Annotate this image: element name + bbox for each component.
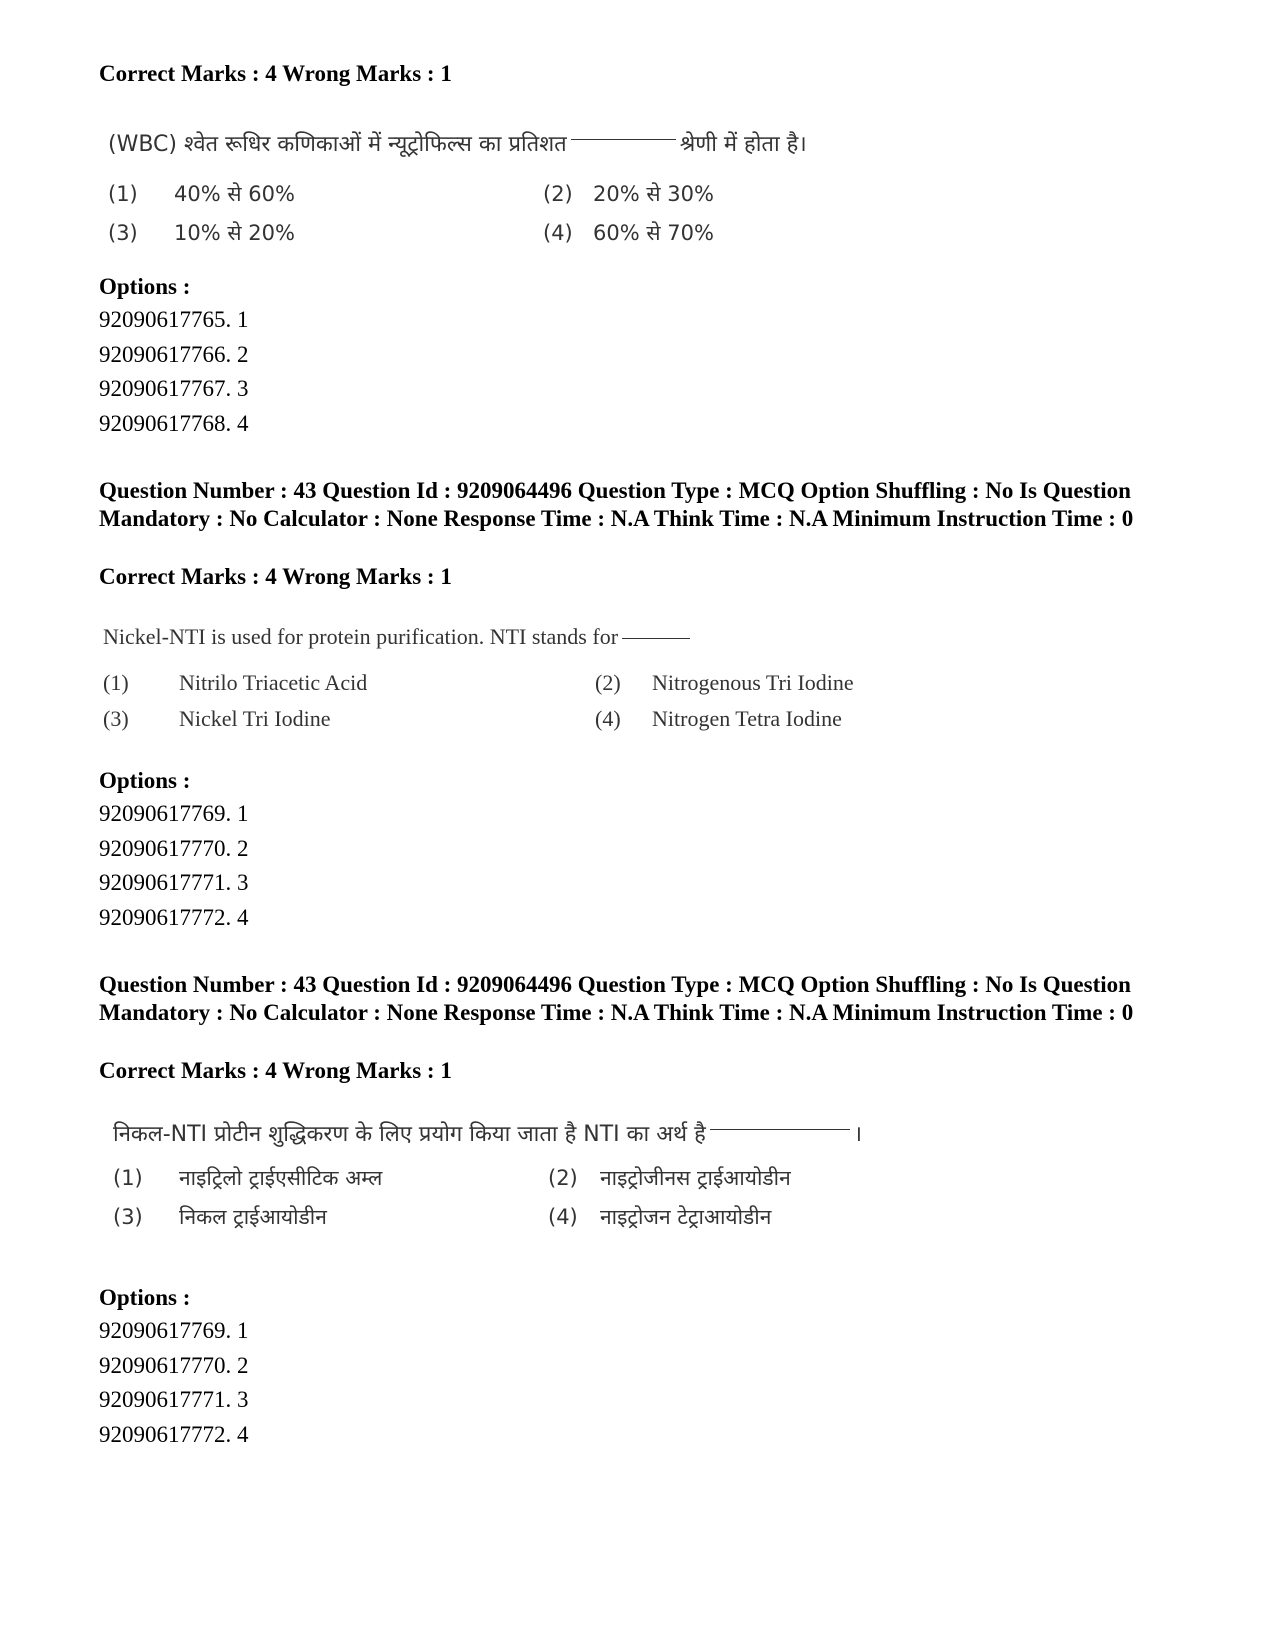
choice-text: Nitrogenous Tri Iodine bbox=[652, 670, 854, 695]
q3-choice-4 bbox=[548, 1203, 771, 1231]
q1-stem-before: (WBC) श्वेत रूधिर कणिकाओं में न्यूट्रोफिल्स का प्रतिशत bbox=[108, 132, 567, 157]
q2-choice-2 bbox=[595, 670, 854, 696]
choice-text: 10% से 20% bbox=[174, 221, 295, 245]
choice-text: 40% से 60% bbox=[174, 182, 295, 206]
choice-text: 20% से 30% bbox=[593, 182, 714, 206]
q1-options-label: Options : bbox=[99, 274, 191, 299]
q3-meta: Question Number : 43 Question Id : 9209064496 Question Type : MCQ Option Shuffling : No Is Question Mandatory : No Calculator : None Response Time : N.A Think Time : N.A Minimum Instruction Time : 0 bbox=[99, 972, 1134, 1025]
choice-text: नाइट्रोजीनस ट्राईआयोडीन bbox=[600, 1166, 791, 1190]
option-id: 92090617768. 4 bbox=[99, 410, 249, 436]
choice-number: (2) bbox=[595, 670, 621, 695]
q1-options-list bbox=[99, 303, 249, 441]
option-id: 92090617771. 3 bbox=[99, 870, 249, 895]
q2-options-label: Options : bbox=[99, 768, 191, 793]
choice-number: (1) bbox=[103, 670, 129, 695]
choice-text: नाइट्रिलो ट्राईएसीटिक अम्ल bbox=[179, 1166, 383, 1190]
option-id: 92090617771. 3 bbox=[99, 1387, 249, 1412]
q3-choice-2 bbox=[548, 1164, 791, 1192]
choice-text: नाइट्रोजन टेट्राआयोडीन bbox=[600, 1205, 772, 1229]
q1-choice-3 bbox=[108, 219, 295, 247]
q2-stem bbox=[103, 624, 903, 650]
option-id: 92090617772. 4 bbox=[99, 904, 249, 930]
q1-blank bbox=[571, 139, 676, 140]
choice-number: (1) bbox=[113, 1166, 143, 1190]
choice-number: (4) bbox=[595, 706, 621, 731]
q3-marks: Correct Marks : 4 Wrong Marks : 1 bbox=[99, 1058, 452, 1083]
choice-text: निकल ट्राईआयोडीन bbox=[179, 1205, 327, 1229]
option-id: 92090617767. 3 bbox=[99, 376, 249, 401]
choice-number: (3) bbox=[108, 221, 138, 245]
choice-number: (1) bbox=[108, 182, 138, 206]
choice-number: (3) bbox=[103, 706, 129, 731]
q2-meta: Question Number : 43 Question Id : 9209064496 Question Type : MCQ Option Shuffling : No Is Question Mandatory : No Calculator : None Response Time : N.A Think Time : N.A Minimum Instruction Time : 0 bbox=[99, 478, 1134, 531]
q1-marks: Correct Marks : 4 Wrong Marks : 1 bbox=[99, 61, 452, 86]
q3-choice-1 bbox=[113, 1164, 382, 1192]
option-id: 92090617769. 1 bbox=[99, 1318, 249, 1343]
q2-question-image bbox=[103, 624, 903, 744]
q1-stem bbox=[108, 128, 868, 158]
q2-marks: Correct Marks : 4 Wrong Marks : 1 bbox=[99, 564, 452, 589]
q3-stem bbox=[113, 1118, 933, 1148]
choice-number: (2) bbox=[543, 182, 573, 206]
q2-options-list bbox=[99, 797, 249, 935]
choice-text: 60% से 70% bbox=[593, 221, 714, 245]
q1-stem-after: श्रेणी में होता है। bbox=[679, 132, 807, 157]
option-id: 92090617770. 2 bbox=[99, 1352, 249, 1378]
option-id: 92090617769. 1 bbox=[99, 801, 249, 826]
q1-choice-1 bbox=[108, 180, 295, 208]
option-id: 92090617772. 4 bbox=[99, 1421, 249, 1447]
option-id: 92090617770. 2 bbox=[99, 835, 249, 861]
choice-number: (4) bbox=[548, 1205, 578, 1229]
q2-stem-text: Nickel-NTI is used for protein purification. NTI stands for bbox=[103, 624, 619, 649]
option-id: 92090617766. 2 bbox=[99, 341, 249, 367]
choice-number: (2) bbox=[548, 1166, 578, 1190]
choice-text: Nitrogen Tetra Iodine bbox=[652, 706, 842, 731]
q2-choice-1 bbox=[103, 670, 367, 696]
q3-stem-end: । bbox=[853, 1122, 863, 1147]
q1-choice-2 bbox=[543, 180, 714, 208]
choice-number: (4) bbox=[543, 221, 573, 245]
q2-blank bbox=[622, 638, 690, 639]
q1-question-image bbox=[108, 128, 868, 258]
choice-text: Nickel Tri Iodine bbox=[179, 706, 331, 731]
choice-text: Nitrilo Triacetic Acid bbox=[179, 670, 368, 695]
q1-choice-4 bbox=[543, 219, 714, 247]
q3-question-image bbox=[113, 1118, 933, 1248]
q3-options-list bbox=[99, 1314, 249, 1452]
option-id: 92090617765. 1 bbox=[99, 307, 249, 332]
q3-options-label: Options : bbox=[99, 1285, 191, 1310]
q3-blank bbox=[710, 1129, 850, 1130]
q3-stem-text: निकल-NTI प्रोटीन शुद्धिकरण के लिए प्रयोग किया जाता है NTI का अर्थ है bbox=[113, 1122, 706, 1147]
q3-choice-3 bbox=[113, 1203, 327, 1231]
q2-choice-4 bbox=[595, 706, 842, 732]
choice-number: (3) bbox=[113, 1205, 143, 1229]
q2-choice-3 bbox=[103, 706, 331, 732]
